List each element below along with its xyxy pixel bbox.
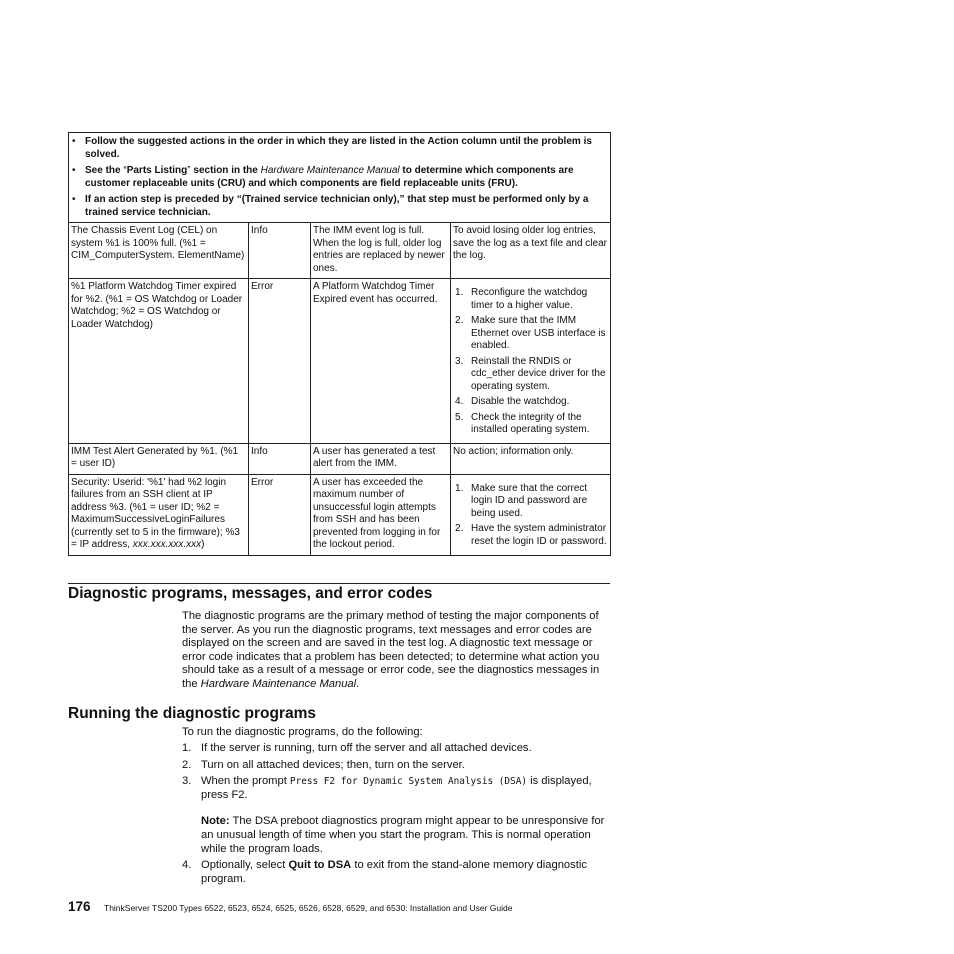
steps-intro: To run the diagnostic programs, do the following: [182, 726, 423, 738]
notes-cell [69, 133, 611, 223]
severity-cell: Error [249, 279, 311, 444]
page-number: 176 [68, 899, 91, 914]
step-text: to exit from the stand-alone memory diagnostic program. [201, 859, 587, 885]
note-label: Note: [201, 815, 230, 828]
step-item [182, 742, 608, 756]
step-text: When the prompt [201, 775, 290, 788]
step-text: Optionally, select [201, 859, 289, 872]
section-heading-running-diagnostics: Running the diagnostic programs [68, 705, 317, 722]
note-item [71, 165, 607, 190]
table-notes-row [69, 133, 611, 223]
action-step: Have the system administrator reset the login ID or password. [471, 523, 607, 547]
note-text: to determine which components are customer replaceable units (CRU) and which components are field replaceable units (FRU). [85, 165, 574, 189]
step-number: 1. [182, 742, 192, 754]
note-text: The DSA preboot diagnostics program might appear to be unresponsive for an unusual length of time when you start the program. This is normal operation while the program loads. [201, 815, 605, 855]
step-number: 3. [182, 775, 192, 788]
action-step: Make sure that the correct login ID and password are being used. [471, 482, 588, 519]
step-item [182, 859, 608, 886]
step-number: 4. [182, 859, 192, 872]
action-cell [451, 279, 611, 444]
note-text: section in the [190, 165, 261, 176]
menu-option: Quit to DSA [288, 859, 352, 872]
steps-list [182, 742, 608, 889]
manual-title: Hardware Maintenance Manual [260, 165, 400, 176]
table-row [69, 474, 611, 555]
section-heading-diagnostic-programs: Diagnostic programs, messages, and error codes [68, 585, 433, 602]
notes-list [71, 136, 607, 219]
section-rule [68, 583, 610, 584]
note-text: Parts Listing [126, 165, 188, 176]
message-cell [69, 474, 249, 555]
message-text-end: ) [201, 539, 205, 550]
severity-cell: Error [249, 474, 311, 555]
step-item [182, 775, 608, 856]
note-item: • Follow the suggested actions in the order in which they are listed in the Action column until the problem is solved. [71, 136, 607, 161]
explanation-cell: A user has exceeded the maximum number of unsuccessful login attempts from SSH and has been prevented from logging in for the lockout period. [311, 474, 451, 555]
step-text: is displayed, press F2. [201, 775, 592, 801]
action-list [453, 287, 608, 437]
action-list [453, 483, 608, 549]
action-step: Make sure that the IMM Ethernet over USB interface is enabled. [471, 315, 606, 351]
note-text: See the [85, 165, 124, 176]
explanation-cell: The IMM event log is full. When the log is full, older log entries are replaced by newer ones. [311, 223, 451, 279]
message-cell: %1 Platform Watchdog Timer expired for %2. (%1 = OS Watchdog or Loader Watchdog; %2 = OS Watchdog or Loader Watchdog) [69, 279, 249, 444]
explanation-cell: A Platform Watchdog Timer Expired event has occurred. [311, 279, 451, 444]
explanation-cell: A user has generated a test alert from the IMM. [311, 443, 451, 474]
note-item: • If an action step is preceded by “(Trained service technician only),” that step must be performed only by a trained service technician. [71, 194, 607, 219]
action-step: Disable the watchdog. [471, 396, 570, 407]
action-step: Check the integrity of the installed operating system. [471, 411, 590, 435]
section-body [182, 610, 608, 692]
ip-placeholder: xxx.xxx.xxx.xxx [132, 539, 202, 550]
prompt-code: Press F2 for Dynamic System Analysis (DSA) [289, 776, 527, 788]
step-text: Turn on all attached devices; then, turn on the server. [201, 758, 465, 771]
message-cell: The Chassis Event Log (CEL) on system %1 is 100% full. (%1 = CIM_ComputerSystem. ElementName) [69, 223, 249, 279]
severity-cell: Info [249, 223, 311, 279]
table-row [69, 443, 611, 474]
table-row [69, 223, 611, 279]
step-number: 2. [182, 758, 192, 771]
action-cell [451, 474, 611, 555]
action-cell: No action; information only. [451, 443, 611, 474]
message-cell: IMM Test Alert Generated by %1. (%1 = user ID) [69, 443, 249, 474]
footer-title: ThinkServer TS200 Types 6522, 6523, 6524, 6525, 6526, 6528, 6529, and 6530: Installation and User Guide [104, 903, 513, 913]
action-cell: To avoid losing older log entries, save the log as a text file and clear the log. [451, 223, 611, 279]
step-text: If the server is running, turn off the server and all attached devices. [201, 742, 532, 754]
severity-cell: Info [249, 443, 311, 474]
message-text: Security: Userid: '%1' had %2 login failures from an SSH client at IP address %3. (%1 = user ID; %2 = MaximumSuccessiveLoginFailures (currently set to 5 in the firmware); %3 = IP address, [71, 476, 240, 550]
event-log-table [68, 132, 611, 556]
table-row [69, 279, 611, 444]
action-step: Reconfigure the watchdog timer to a higher value. [471, 287, 588, 311]
manual-title: Hardware Maintenance Manual [200, 677, 357, 690]
action-step: Reinstall the RNDIS or cdc_ether device driver for the operating system. [471, 355, 606, 392]
step-item [182, 759, 608, 773]
step-note [201, 815, 608, 856]
quote-close: ” [187, 165, 191, 176]
body-text: The diagnostic programs are the primary method of testing the major components of the server. As you run the diagnostic programs, text messages and error codes are displayed on the screen and are saved in the test log. A diagnostic text message or error code indicates that a problem has been detected; to determine what action you should take as a result of a message or error code, see the diagnostics messages in the [182, 610, 600, 690]
body-text-end: . [356, 677, 360, 690]
quote-open: “ [123, 165, 127, 176]
